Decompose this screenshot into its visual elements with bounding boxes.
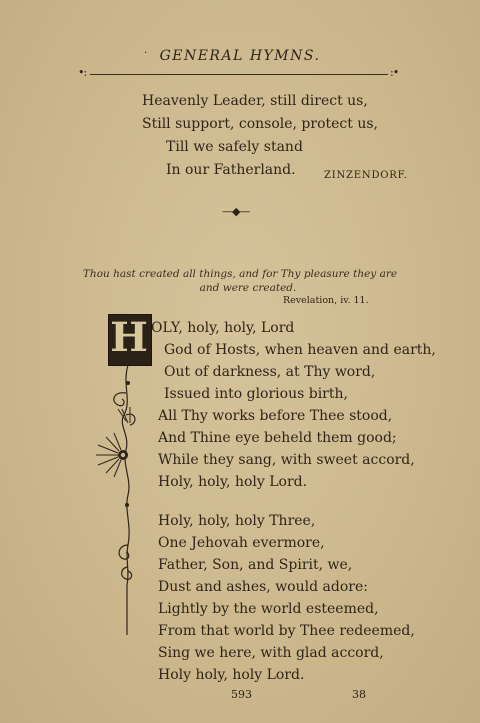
verse-line: Heavenly Leader, still direct us,	[142, 93, 368, 109]
hymn-line: Issued into glorious birth,	[164, 386, 348, 402]
header-ornament-right: :•	[390, 66, 399, 79]
hymn-line: And Thine eye beheld them good;	[158, 430, 397, 446]
hymn-number: 593	[231, 688, 252, 701]
hymn-line: One Jehovah evermore,	[158, 535, 325, 551]
header-rule	[90, 74, 388, 75]
verse-line: In our Fatherland.	[166, 162, 296, 178]
hymn-line: Father, Son, and Spirit, we,	[158, 557, 353, 573]
hymn-line: Holy, holy, holy Lord.	[158, 474, 308, 490]
hymn-line: Holy, holy, holy Three,	[158, 513, 316, 529]
scripture-reference: Revelation, iv. 11.	[283, 295, 369, 306]
hymn-line: Out of darkness, at Thy word,	[164, 364, 376, 380]
hymn-line: From that world by Thee redeemed,	[158, 623, 415, 639]
hymn-line: God of Hosts, when heaven and earth,	[164, 342, 436, 358]
running-head: GENERAL HYMNS.	[159, 48, 321, 64]
verse-line: Till we safely stand	[166, 139, 303, 155]
hymn-line: Lightly by the world esteemed,	[158, 601, 379, 617]
section-divider: —◆—	[222, 205, 250, 218]
epigraph-line: Thou hast created all things, and for Thy pleasure they are	[82, 268, 398, 280]
signature-mark: 38	[352, 688, 366, 701]
hymn-line: Sing we here, with glad accord,	[158, 645, 384, 661]
illuminated-initial: H	[110, 314, 148, 361]
hymn-line: Holy holy, holy Lord.	[158, 667, 305, 683]
header-ornament-left: •:	[78, 66, 87, 79]
header-dot: ·	[144, 48, 148, 59]
hymn-line: All Thy works before Thee stood,	[158, 408, 393, 424]
hymn-line: Dust and ashes, would adore:	[158, 579, 368, 595]
hymn-line: OLY, holy, holy, Lord	[151, 320, 295, 336]
hymn-line: While they sang, with sweet accord,	[158, 452, 415, 468]
verse-line: Still support, console, protect us,	[142, 116, 378, 132]
epigraph-line: and were created.	[199, 282, 297, 294]
author-attribution: ZINZENDORF.	[324, 170, 408, 181]
